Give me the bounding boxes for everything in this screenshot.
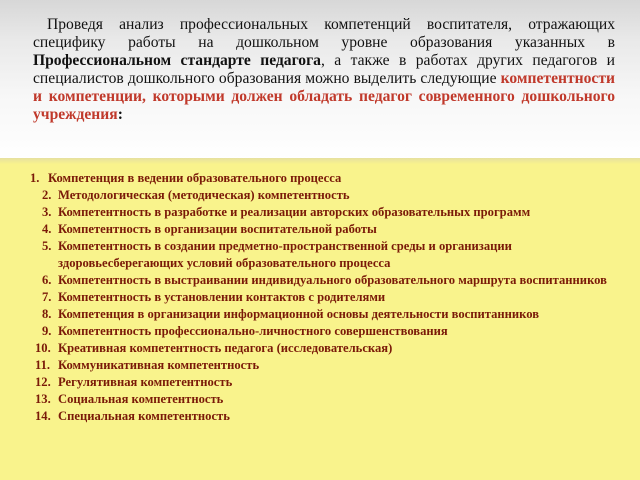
intro-highlight: компетентности и компетенции, которыми должен обладать педагог современного дошкольного учреждения — [33, 70, 615, 123]
list-item-number: 14. — [35, 409, 51, 423]
list-item-text: Компетенция в ведении образовательного процесса — [48, 171, 342, 185]
intro-text-part1: Проведя анализ профессиональных компетенций воспитателя, отражающих специфику работы на дошкольном уровне образования указанных в — [33, 16, 615, 51]
competency-list — [30, 170, 620, 425]
list-item-text: Специальная компетентность — [58, 409, 230, 423]
list-item-text: Регулятивная компетентность — [58, 375, 233, 389]
list-item-number: 10. — [35, 341, 51, 355]
list-item-number: 4. — [42, 222, 52, 236]
list-item — [30, 289, 620, 306]
list-item-number: 13. — [35, 392, 51, 406]
list-item — [30, 238, 620, 272]
intro-standard-name: Профессиональном стандарте педагога — [33, 52, 321, 69]
list-item-text: Компетентность профессионально-личностного совершенствования — [58, 324, 448, 338]
intro-text-part2: , а также в работах других педагогов и специалистов дошкольного образования можно выделить следующие — [33, 52, 615, 87]
list-item — [30, 408, 620, 425]
list-item — [30, 272, 620, 289]
list-item-text: Методологическая (методическая) компетентность — [58, 188, 350, 202]
list-item — [30, 187, 620, 204]
list-item-number: 7. — [42, 290, 52, 304]
list-item — [30, 357, 620, 374]
list-item-text: Компетентность в выстраивании индивидуального образовательного маршрута воспитанников — [58, 273, 607, 287]
list-item — [30, 374, 620, 391]
list-item-text: Компетентность в разработке и реализации авторских образовательных программ — [58, 205, 531, 219]
list-item-number: 5. — [42, 239, 52, 253]
list-item-text: Коммуникативная компетентность — [58, 358, 260, 372]
list-item — [30, 204, 620, 221]
list-item-text: Социальная компетентность — [58, 392, 224, 406]
list-item-number: 2. — [42, 188, 52, 202]
list-item-text: Креативная компетентность педагога (исследовательская) — [58, 341, 393, 355]
list-item-number: 12. — [35, 375, 51, 389]
list-item-number: 3. — [42, 205, 52, 219]
list-item — [30, 340, 620, 357]
intro-paragraph — [33, 16, 615, 124]
list-item — [30, 323, 620, 340]
list-item-number: 8. — [42, 307, 52, 321]
list-item-text: Компетентность в организации воспитательной работы — [58, 222, 377, 236]
list-item-number: 11. — [35, 358, 51, 372]
list-item-text: Компетентность в установлении контактов с родителями — [58, 290, 386, 304]
intro-colon: : — [117, 106, 123, 123]
list-item-number: 9. — [42, 324, 52, 338]
list-item-number: 6. — [42, 273, 52, 287]
list-item-text: Компетенция в организации информационной основы деятельности воспитанников — [58, 307, 540, 321]
list-item — [30, 170, 620, 187]
list-item — [30, 221, 620, 238]
list-item-number: 1. — [30, 171, 40, 185]
list-item — [30, 306, 620, 323]
list-item-text: Компетентность в создании предметно-пространственной среды и организации здоровьесберегающих условий образовательного процесса — [58, 239, 512, 270]
list-item — [30, 391, 620, 408]
